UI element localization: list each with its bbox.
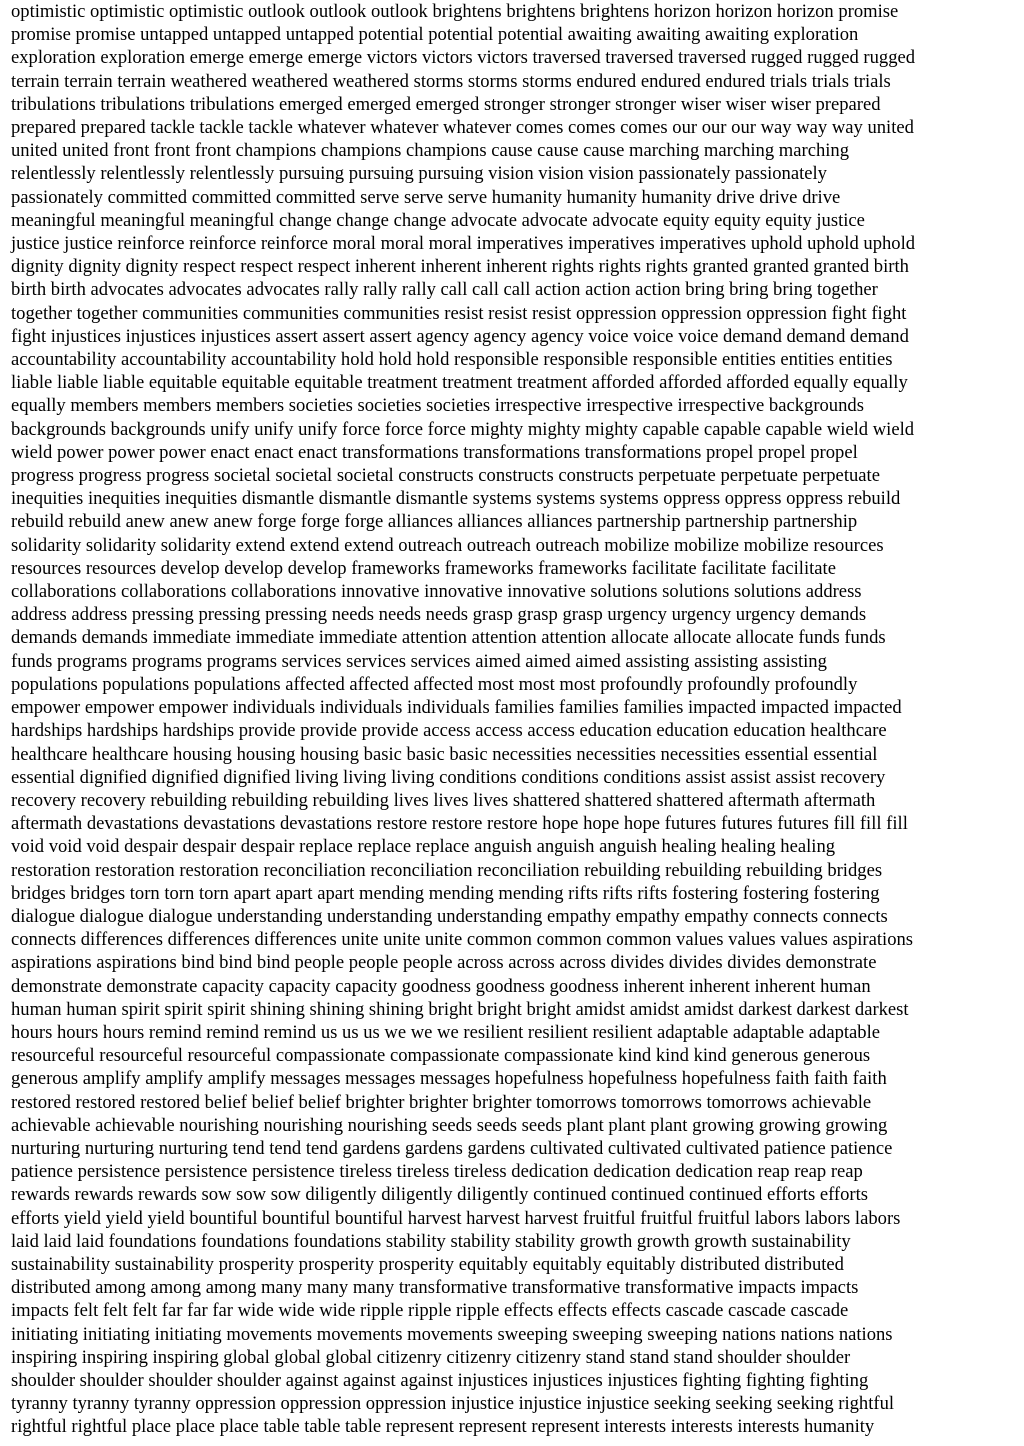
text-line: populations populations populations affected affected affected most most most profoundly profoundly profoundly <box>11 673 858 695</box>
text-line: aspirations aspirations bind bind bind people people people across across across divides divides divides demonstrate <box>11 952 877 974</box>
text-line: rebuild rebuild anew anew anew forge forge forge alliances alliances alliances partnership partnership partnership <box>11 511 858 533</box>
text-line: dignity dignity dignity respect respect respect inherent inherent inherent rights rights rights granted granted granted birth <box>11 256 909 278</box>
text-line: nurturing nurturing nurturing tend tend tend gardens gardens gardens cultivated cultivated cultivated patience patience <box>11 1137 893 1159</box>
text-line: wield power power power enact enact enact transformations transformations transformations propel propel propel <box>11 441 858 463</box>
text-line: aftermath devastations devastations devastations restore restore restore hope hope hope futures futures futures fill fill fill <box>11 813 908 835</box>
text-line: connects differences differences differences unite unite unite common common common values values values aspirations <box>11 929 914 951</box>
text-line: generous amplify amplify amplify messages messages messages hopefulness hopefulness hopefulness faith faith faith <box>11 1068 887 1090</box>
text-line: liable liable liable equitable equitable equitable treatment treatment treatment afforded afforded afforded equally equally <box>11 372 908 394</box>
text-line: together together communities communities communities resist resist resist oppression oppression oppression fight fight <box>11 302 907 324</box>
text-line: void void void despair despair despair replace replace replace anguish anguish anguish healing healing healing <box>11 836 836 858</box>
text-line: essential dignified dignified dignified living living living conditions conditions conditions assist assist assist recovery <box>11 766 886 788</box>
text-line: progress progress progress societal societal societal constructs constructs constructs perpetuate perpetuate perpetuate <box>11 465 880 487</box>
text-line: bridges bridges torn torn torn apart apart apart mending mending mending rifts rifts rifts fostering fostering fostering <box>11 882 880 904</box>
text-line: terrain terrain terrain weathered weathered weathered storms storms storms endured endured endured trials trials trials <box>11 70 891 92</box>
text-line: funds programs programs programs services services services aimed aimed aimed assisting assisting assisting <box>11 650 827 672</box>
text-line: fight injustices injustices injustices assert assert assert agency agency agency voice voice voice demand demand demand <box>11 325 909 347</box>
text-line: patience persistence persistence persistence tireless tireless tireless dedication dedication dedication reap reap reap <box>11 1161 863 1183</box>
text-line: empower empower empower individuals individuals individuals families families families impacted impacted impacted <box>11 697 902 719</box>
text-line: demands demands immediate immediate immediate attention attention attention allocate allocate allocate funds funds <box>11 627 886 649</box>
text-line: rightful rightful place place place table table table represent represent represent interests interests interests humanity <box>11 1416 875 1438</box>
text-line: united united front front front champions champions champions cause cause cause marching marching marching <box>11 140 850 162</box>
text-line: initiating initiating initiating movements movements movements sweeping sweeping sweeping nations nations nations <box>11 1323 893 1345</box>
text-line: accountability accountability accountability hold hold hold responsible responsible responsible entities entities entities <box>11 349 893 371</box>
text-line: solidarity solidarity solidarity extend extend extend outreach outreach outreach mobilize mobilize mobilize resources <box>11 534 884 556</box>
text-line: exploration exploration emerge emerge emerge victors victors victors traversed traversed traversed rugged rugged rugged <box>11 47 916 69</box>
text-line: rewards rewards rewards sow sow sow diligently diligently diligently continued continued continued efforts efforts <box>11 1184 869 1206</box>
text-line: promise promise untapped untapped untapped potential potential potential awaiting awaiting awaiting exploration <box>11 24 859 46</box>
text-line: resourceful resourceful resourceful compassionate compassionate compassionate kind kind kind generous generous <box>11 1045 871 1067</box>
text-line: tribulations tribulations tribulations emerged emerged emerged stronger stronger stronger wiser wiser wiser prepared <box>11 93 881 115</box>
text-line: impacts felt felt felt far far far wide wide wide ripple ripple ripple effects effects effects cascade cascade cascade <box>11 1300 849 1322</box>
text-line: restored restored restored belief belief belief brighter brighter brighter tomorrows tomorrows tomorrows achievable <box>11 1091 872 1113</box>
text-line: address address pressing pressing pressing needs needs needs grasp grasp grasp urgency urgency urgency demands <box>11 604 867 626</box>
text-line: shoulder shoulder shoulder shoulder against against against injustices injustices injustices fighting fighting fighting <box>11 1369 869 1391</box>
text-line: prepared prepared tackle tackle tackle whatever whatever whatever comes comes comes our our our way way way united <box>11 117 914 139</box>
text-line: collaborations collaborations collaborations innovative innovative innovative solutions solutions solutions address <box>11 581 862 603</box>
text-line: optimistic optimistic optimistic outlook outlook outlook brightens brightens brightens horizon horizon horizon promise <box>11 1 899 22</box>
text-line: inequities inequities inequities dismantle dismantle dismantle systems systems systems oppress oppress oppress rebuild <box>11 488 901 510</box>
text-line: demonstrate demonstrate capacity capacity capacity goodness goodness goodness inherent inherent inherent human <box>11 975 871 997</box>
text-line: recovery recovery rebuilding rebuilding rebuilding lives lives lives shattered shattered shattered aftermath aftermath <box>11 789 876 811</box>
text-line: achievable achievable nourishing nourishing nourishing seeds seeds seeds plant plant plant growing growing growing <box>11 1114 888 1136</box>
text-line: restoration restoration restoration reconciliation reconciliation reconciliation rebuilding rebuilding rebuilding bridges <box>11 859 883 881</box>
text-line: equally members members members societies societies societies irrespective irrespective irrespective backgrounds <box>11 395 864 417</box>
text-line: passionately committed committed committed serve serve serve humanity humanity humanity drive drive drive <box>11 186 841 208</box>
text-line: inspiring inspiring inspiring global global global citizenry citizenry citizenry stand stand stand shoulder shoulder <box>11 1346 851 1368</box>
text-line: birth birth advocates advocates advocates rally rally rally call call call action action action bring bring bring together <box>11 279 878 301</box>
text-line: distributed among among among many many many transformative transformative transformative impacts impacts <box>11 1277 859 1299</box>
text-line: resources resources develop develop develop frameworks frameworks frameworks facilitate facilitate facilitate <box>11 557 836 579</box>
text-line: relentlessly relentlessly relentlessly pursuing pursuing pursuing vision vision vision passionately passionately <box>11 163 827 185</box>
text-line: sustainability sustainability prosperity prosperity prosperity equitably equitably equitably distributed distributed <box>11 1253 844 1275</box>
text-line: dialogue dialogue dialogue understanding understanding understanding empathy empathy empathy connects connects <box>11 905 888 927</box>
text-line: meaningful meaningful meaningful change change change advocate advocate advocate equity equity equity justice <box>11 209 865 231</box>
text-line: laid laid laid foundations foundations foundations stability stability stability growth growth growth sustainability <box>11 1230 851 1252</box>
text-line: backgrounds backgrounds unify unify unify force force force mighty mighty mighty capable capable capable wield wield <box>11 418 915 440</box>
text-line: efforts yield yield yield bountiful bountiful bountiful harvest harvest harvest fruitful fruitful fruitful labors labors labors <box>11 1207 901 1229</box>
text-line: justice justice reinforce reinforce reinforce moral moral moral imperatives imperatives imperatives uphold uphold uphold <box>11 233 916 255</box>
text-line: human human spirit spirit spirit shining shining shining bright bright bright amidst amidst amidst darkest darkest darkest <box>11 998 909 1020</box>
text-line: healthcare healthcare housing housing housing basic basic basic necessities necessities necessities essential essential <box>11 743 878 765</box>
text-line: hours hours hours remind remind remind us us us we we we resilient resilient resilient adaptable adaptable adaptable <box>11 1021 881 1043</box>
text-line: hardships hardships hardships provide provide provide access access access education education education healthcare <box>11 720 887 742</box>
text-line: tyranny tyranny tyranny oppression oppression oppression injustice injustice injustice seeking seeking seeking rightful <box>11 1393 895 1415</box>
